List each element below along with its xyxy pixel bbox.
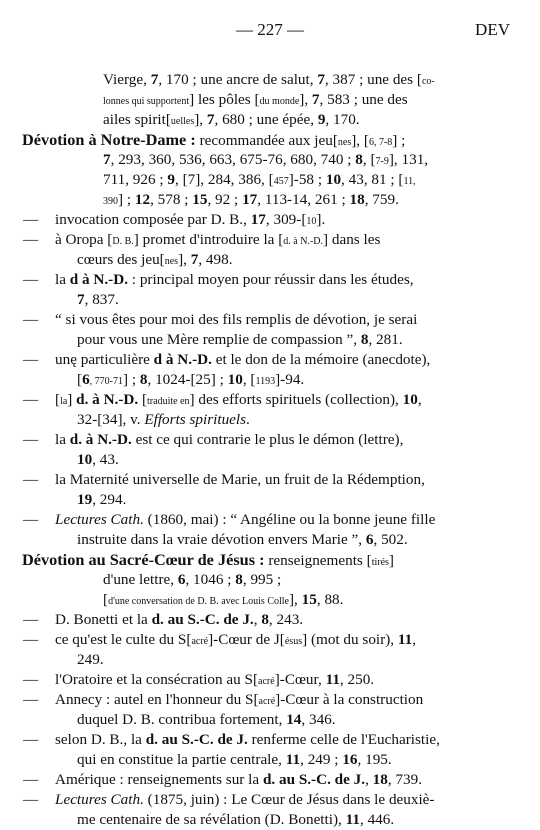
line-text (103, 150, 428, 172)
text-run: , (417, 391, 422, 408)
text-run: , 759. (364, 191, 399, 208)
text-run: 7-9 (375, 156, 389, 167)
entry-dash: — (23, 271, 39, 288)
text-run: 711, 926 ; (103, 171, 168, 188)
text-run: , 92 ; (207, 191, 243, 208)
text-run: nes (337, 137, 352, 148)
text-run: lonnes qui supportent (103, 96, 190, 107)
line-text (55, 310, 417, 330)
text-run: à Oropa [ (55, 231, 113, 248)
text-run: , 739. (387, 771, 423, 788)
text-run: 390 (103, 196, 118, 207)
text-run: d. au S.-C. de J. (262, 771, 366, 788)
text-run: 11 (325, 671, 340, 688)
text-run: Dévotion à Notre-Dame : (22, 130, 196, 149)
text-run: , 498. (198, 251, 233, 268)
entry-dash: — (23, 671, 39, 688)
text-run: 18 (349, 191, 365, 208)
text-run: 6, 7-8 (368, 137, 393, 148)
text-run: 11, (403, 176, 416, 187)
text-run: ], 131, (388, 151, 429, 168)
text-run: 6 (177, 571, 186, 588)
line-text (77, 250, 233, 272)
text-run: 19 (77, 491, 93, 508)
line-text (55, 770, 422, 790)
text-run: ], (289, 591, 302, 608)
text-run: , 446. (359, 811, 395, 828)
text-run: , 502. (373, 531, 408, 548)
text-run: ] promet d'introduire la [ (133, 231, 284, 248)
text-run: , 387 ; une des [ (324, 71, 422, 88)
text-run: ], (194, 111, 207, 128)
text-run: , 1046 ; (185, 571, 236, 588)
text-run: ] ; (123, 371, 140, 388)
text-run: ], [ (351, 132, 369, 149)
text-run: pour vous une Mère remplie de compassion ”, (77, 331, 361, 348)
text-run: 6 (82, 371, 90, 388)
text-run: , 88. (316, 591, 344, 608)
text-run: 15 (192, 191, 208, 208)
text-run: ]-Cœur à la construction (275, 691, 424, 708)
entry-dash: — (23, 771, 39, 788)
entry-dash: — (23, 311, 39, 328)
text-run: , 243. (268, 611, 304, 628)
running-head: DEV (475, 20, 510, 39)
line-text (77, 650, 104, 670)
text-run: , 170. (325, 111, 360, 128)
line-text (77, 810, 394, 830)
text-run: 18 (372, 771, 388, 788)
text-run: la (55, 431, 70, 448)
text-run: ce qu'est le culte du S[ (55, 631, 192, 648)
entry-dash: — (23, 351, 39, 368)
text-run: ] ; (118, 191, 135, 208)
text-run: 16 (342, 751, 358, 768)
text-run: cœurs des jeu[ (77, 251, 165, 268)
text-run: 6 (365, 531, 374, 548)
text-run: la Maternité universelle de Marie, un fruit de la Rédemption, (55, 471, 425, 488)
text-run: [ (77, 371, 83, 388)
text-run: ]. (316, 211, 326, 228)
text-run: 8 (235, 571, 243, 588)
text-run: [ (103, 591, 109, 608)
text-run: 7 (311, 91, 320, 108)
text-run: ], (299, 91, 312, 108)
line-text (55, 610, 303, 630)
text-run: ] des efforts spirituels (collection), (189, 391, 403, 408)
text-run: 7 (150, 71, 159, 88)
text-run: 11 (285, 751, 301, 768)
text-run: ] dans les (323, 231, 381, 248)
line-text (55, 690, 423, 712)
text-run: d à N.-D. (153, 351, 212, 368)
text-run: d'une conversation de D. B. avec Louis Colle (108, 596, 289, 607)
line-text (103, 170, 416, 192)
text-run: , 770-71 (89, 376, 123, 387)
text-run: , 995 ; (242, 571, 282, 588)
line-text (77, 370, 304, 392)
text-run: 17 (250, 211, 266, 228)
line-text (55, 430, 403, 450)
text-run: co- (421, 76, 435, 87)
entry-dash: — (23, 611, 39, 628)
text-run: instruite dans la vraie dévotion envers Marie ”, (77, 531, 366, 548)
line-text (55, 790, 434, 810)
text-run: 8 (261, 611, 269, 628)
text-run: me centenaire de sa révélation (D. Bonetti), (77, 811, 346, 828)
text-run: la (55, 271, 70, 288)
entry-dash: — (23, 631, 39, 648)
text-run: 8 (355, 151, 363, 168)
text-run: ] (mot du soir), (302, 631, 398, 648)
text-run: Lectures Cath. (55, 511, 144, 528)
text-run: D. B. (112, 236, 134, 247)
text-run: invocation composée par D. B., (55, 211, 251, 228)
text-run: acré (191, 636, 209, 647)
text-run: du monde (259, 96, 300, 107)
line-text (55, 670, 374, 692)
text-run: Annecy : autel en l'honneur du S[ (55, 691, 259, 708)
text-run: duquel D. B. contribua fortement, (77, 711, 287, 728)
text-run: 11 (397, 631, 413, 648)
text-run: 10 (325, 171, 342, 188)
text-run: tirés (371, 557, 389, 568)
text-run: ésus (284, 636, 303, 647)
text-run: [ (55, 391, 61, 408)
text-run: Lectures Cath. (55, 791, 144, 808)
line-text (77, 490, 126, 510)
entry-dash: — (23, 471, 39, 488)
text-run: , (412, 631, 417, 648)
line-text (77, 330, 403, 350)
text-run: qui en constitue la partie centrale, (77, 751, 286, 768)
text-run: , 837. (84, 291, 119, 308)
text-run: 15 (301, 591, 317, 608)
text-run: , [ (362, 151, 376, 168)
entry-dash: — (23, 211, 39, 228)
text-run: 11 (345, 811, 360, 828)
line-text (77, 530, 408, 550)
text-run: 32-[34], v. (77, 411, 145, 428)
text-run: 12 (134, 191, 151, 208)
line-text (55, 230, 380, 252)
text-run: , 680 ; une épée, (214, 111, 318, 128)
text-run: , [7], 284, 386, [ (175, 171, 274, 188)
text-run: 249. (77, 651, 104, 668)
line-text (55, 470, 425, 490)
text-run: unę particulière (55, 351, 154, 368)
text-run: , (253, 611, 262, 628)
text-run: , 293, 360, 536, 663, 675-76, 680, 740 ; (110, 151, 356, 168)
text-run: , [ (242, 371, 256, 388)
text-run: ] les pôles [ (189, 91, 260, 108)
text-run: d. à N.-D. (283, 236, 323, 247)
line-text (55, 730, 440, 750)
text-run: d à N.-D. (69, 271, 128, 288)
text-run: 457 (273, 176, 289, 187)
line-text (103, 590, 343, 612)
entry-dash: — (23, 791, 39, 808)
entry-dash: — (23, 731, 39, 748)
text-run: “ si vous êtes pour moi des fils remplis de dévotion, je serai (55, 311, 418, 328)
text-run: , 113-14, 261 ; (257, 191, 350, 208)
text-run: 8 (360, 331, 369, 348)
page-number: — 227 — (236, 20, 304, 39)
text-run: l'Oratoire et la consécration au S[ (55, 671, 259, 688)
text-run: selon D. B., la (55, 731, 146, 748)
text-run: , 1024-[25] ; (147, 371, 228, 388)
text-run: renferme celle de l'Eucharistie, (247, 731, 440, 748)
text-run: , 43. (92, 451, 119, 468)
text-run: uelles (170, 116, 195, 127)
line-text (55, 270, 414, 290)
line-text (77, 410, 250, 430)
line-text (55, 350, 430, 370)
text-run: d'une lettre, (103, 571, 178, 588)
text-run: Amérique : renseignements sur la (55, 771, 263, 788)
text-run: traduite en (147, 396, 190, 407)
line-text (103, 570, 281, 590)
text-run: et le don de la mémoire (anecdote), (211, 351, 431, 368)
text-run: ] (67, 391, 77, 408)
text-run: [ (138, 391, 148, 408)
text-run: Dévotion au Sacré-Cœur de Jésus : (22, 550, 265, 569)
text-run: ]-Cœur de J[ (208, 631, 285, 648)
text-run: 10 (77, 451, 93, 468)
text-run: ]-Cœur, (274, 671, 326, 688)
entry-dash: — (23, 391, 39, 408)
text-run: : principal moyen pour réussir dans les études, (128, 271, 414, 288)
text-run: ailes spirit[ (103, 111, 171, 128)
entry-dash: — (23, 511, 39, 528)
line-text (103, 110, 360, 132)
text-run: , 583 ; une des (319, 91, 408, 108)
line-text (55, 390, 422, 412)
entry-dash: — (23, 431, 39, 448)
line-text (103, 90, 408, 112)
text-run: ]-94. (275, 371, 305, 388)
text-run: 9 (317, 111, 326, 128)
text-run: 17 (242, 191, 258, 208)
text-run: acré (258, 696, 276, 707)
line-text (103, 190, 399, 212)
text-run: 7 (190, 251, 199, 268)
text-run: recommandée aux jeu[ (195, 132, 338, 149)
entry-dash: — (23, 691, 39, 708)
text-run: (1860, mai) : “ Angéline ou la bonne jeune fille (143, 511, 436, 528)
text-run: 7 (317, 71, 325, 88)
page-header (0, 20, 540, 46)
text-run: 9 (167, 171, 175, 188)
text-run: 1193 (255, 376, 276, 387)
line-text (77, 750, 392, 770)
text-run: , 195. (357, 751, 392, 768)
text-run: d. au S.-C. de J. (151, 611, 254, 628)
line-text (77, 290, 119, 310)
text-run: d. à N.-D. (76, 391, 139, 408)
text-run: , 578 ; (150, 191, 193, 208)
line-text (55, 510, 435, 530)
line-text (77, 450, 119, 470)
text-run: 10 (227, 371, 243, 388)
text-run: 7 (103, 151, 111, 168)
text-run: 10 (306, 216, 317, 227)
line-text (55, 210, 325, 232)
text-run: 10 (402, 391, 418, 408)
line-text (55, 630, 416, 652)
text-run: d. au S.-C. de J. (145, 731, 248, 748)
text-run: , 249 ; (300, 751, 343, 768)
text-run: nes (164, 256, 179, 267)
text-run: d. à N.-D. (69, 431, 132, 448)
text-run: ]-58 ; (288, 171, 326, 188)
text-run: ] (388, 552, 394, 569)
text-run: D. Bonetti et la (55, 611, 152, 628)
line-text (103, 70, 435, 92)
text-run: , 294. (92, 491, 127, 508)
text-run: ], (178, 251, 191, 268)
text-run: 7 (206, 111, 215, 128)
text-run: 7 (77, 291, 85, 308)
entry-dash: — (23, 231, 39, 248)
text-run: 8 (139, 371, 148, 388)
text-run: acré (258, 676, 275, 687)
line-text (77, 710, 336, 730)
text-run: ] ; (392, 132, 406, 149)
text-run: Efforts spirituels (144, 411, 247, 428)
text-run: , (365, 771, 373, 788)
text-run: 14 (286, 711, 302, 728)
text-run: , 43, 81 ; [ (341, 171, 404, 188)
text-run: , 250. (339, 671, 375, 688)
text-run: , 170 ; une ancre de salut, (158, 71, 318, 88)
text-run: Vierge, (103, 71, 151, 88)
text-run: renseignements [ (264, 552, 372, 569)
text-run: la (60, 396, 68, 407)
text-run: , 346. (301, 711, 336, 728)
text-run: . (246, 411, 250, 428)
text-run: , 309-[ (265, 211, 307, 228)
text-run: , 281. (368, 331, 403, 348)
text-run: (1875, juin) : Le Cœur de Jésus dans le deuxiè- (143, 791, 435, 808)
text-run: est ce qui contrarie le plus le démon (lettre), (131, 431, 404, 448)
